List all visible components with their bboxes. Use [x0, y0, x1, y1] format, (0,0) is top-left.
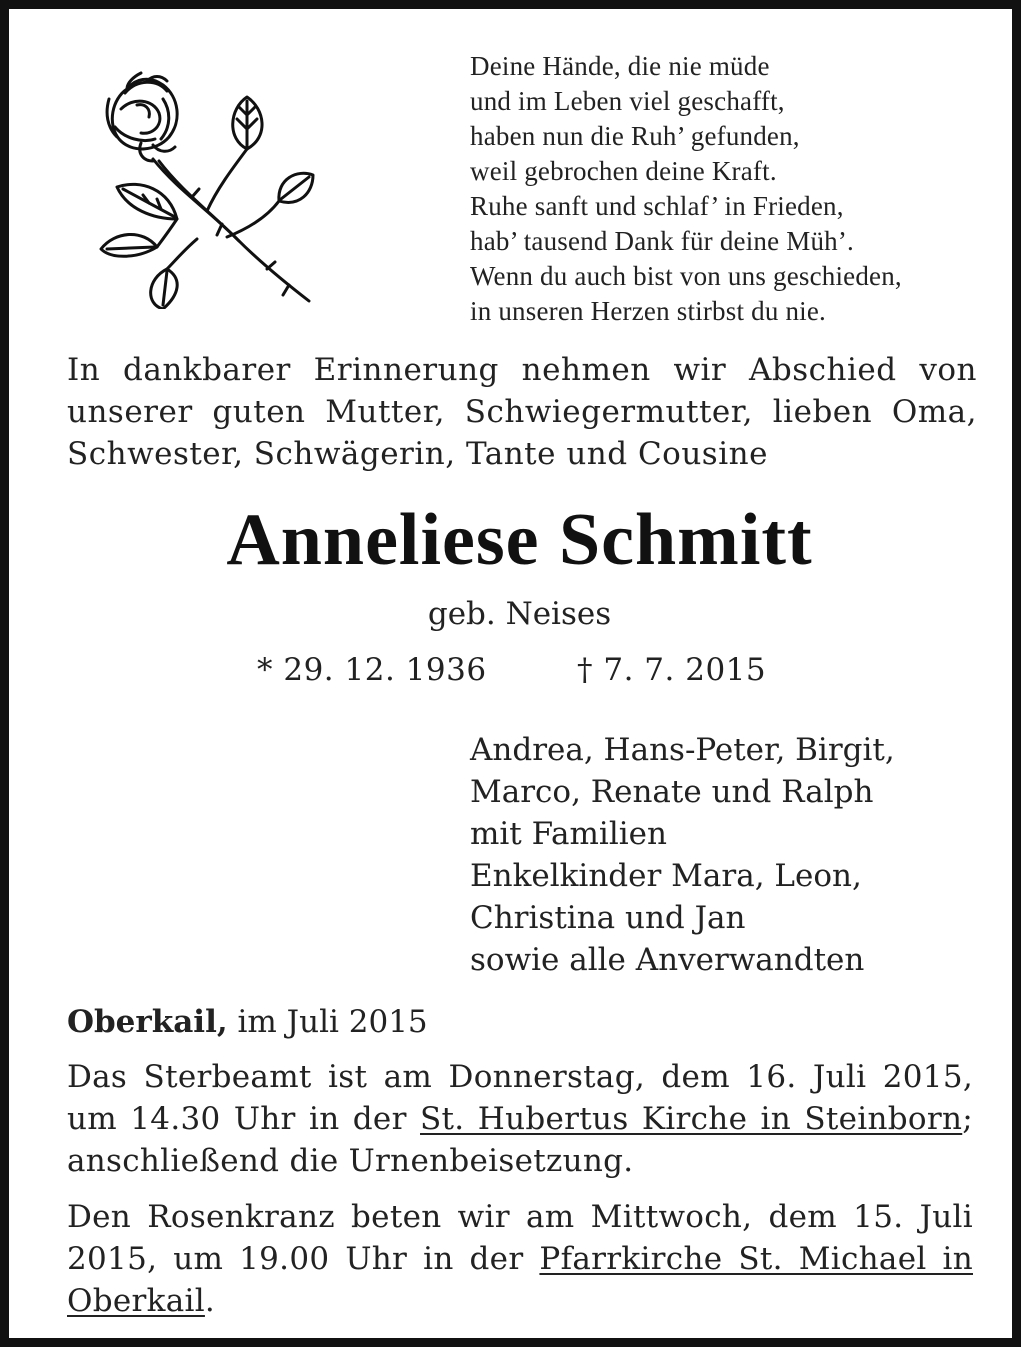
poem-line: und im Leben viel geschafft, — [470, 86, 785, 116]
intro-line: In dankbarer Erinnerung nehmen wir Abschied von — [67, 352, 977, 388]
poem-line: haben nun die Ruh’ gefunden, — [470, 121, 800, 151]
mourner-line: Enkelkinder Mara, Leon, — [470, 858, 862, 894]
mourner-line: sowie alle Anverwandten — [470, 942, 865, 978]
mourner-line: Andrea, Hans-Peter, Birgit, — [470, 732, 895, 768]
poem-line: Deine Hände, die nie müde — [470, 51, 770, 81]
funeral-text: ; — [962, 1101, 973, 1137]
poem-line: Ruhe sanft und schlaf’ in Frieden, — [470, 191, 844, 221]
poem-line: hab’ tausend Dank für deine Müh’. — [470, 226, 854, 256]
rosary-church-link: Pfarrkirche St. Michael in — [539, 1241, 973, 1277]
poem-line: Wenn du auch bist von uns geschieden, — [470, 261, 902, 291]
place-town: Oberkail, — [67, 1004, 228, 1040]
place-date — [67, 1001, 428, 1043]
maiden-name: geb. Neises — [427, 596, 612, 632]
death-date: † 7. 7. 2015 — [577, 652, 767, 688]
poem-line: in unseren Herzen stirbst du nie. — [470, 296, 827, 326]
rosary-church-link: Oberkail — [67, 1283, 205, 1319]
poem-line: weil gebrochen deine Kraft. — [470, 156, 777, 186]
rosary-line: Den Rosenkranz beten wir am Mittwoch, dem 15. Juli — [67, 1199, 973, 1235]
deceased-name: Anneliese Schmitt — [226, 499, 813, 581]
birth-date: * 29. 12. 1936 — [257, 652, 487, 688]
mourner-line: mit Familien — [470, 816, 667, 852]
funeral-line: anschließend die Urnenbeisetzung. — [67, 1143, 634, 1179]
intro-line: Schwester, Schwägerin, Tante und Cousine — [67, 436, 768, 472]
poem — [470, 49, 1010, 329]
funeral-line — [67, 1098, 973, 1140]
rosary-line — [67, 1238, 973, 1280]
rose-icon — [97, 69, 319, 309]
rosary-text: 2015, um 19.00 Uhr in der — [67, 1241, 540, 1277]
place-month: im Juli 2015 — [227, 1004, 428, 1040]
mourners-list — [470, 729, 1010, 981]
rosary-text: . — [204, 1283, 216, 1319]
intro-line: unserer guten Mutter, Schwiegermutter, lieben Oma, — [67, 394, 977, 430]
funeral-text: um 14.30 Uhr in der — [67, 1101, 421, 1137]
funeral-church-link: St. Hubertus Kirche in Steinborn — [420, 1101, 963, 1137]
rosary-paragraph — [67, 1196, 973, 1322]
mourner-line: Christina und Jan — [470, 900, 746, 936]
funeral-paragraph — [67, 1056, 973, 1182]
intro-text — [67, 349, 977, 475]
funeral-line: Das Sterbeamt ist am Donnerstag, dem 16. Juli 2015, — [67, 1059, 973, 1095]
rosary-line — [67, 1280, 973, 1322]
mourner-line: Marco, Renate und Ralph — [470, 774, 874, 810]
